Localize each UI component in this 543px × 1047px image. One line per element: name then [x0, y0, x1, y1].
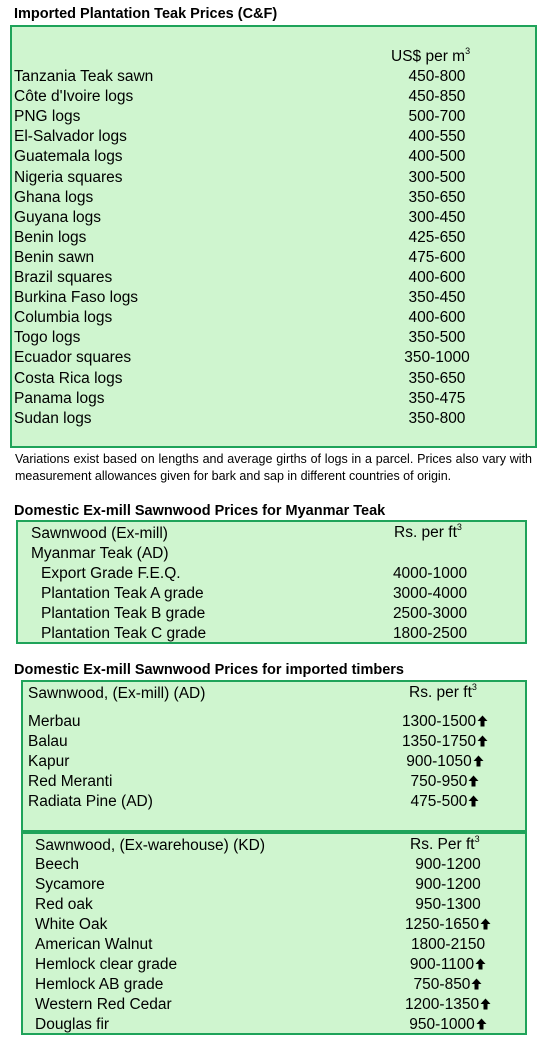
item-price: 900-1050: [385, 752, 505, 772]
item-price: 475-500: [385, 792, 505, 812]
item-name: Plantation Teak C grade: [41, 625, 207, 642]
box2-header-label: Sawnwood, (Ex-warehouse) (KD): [35, 837, 266, 854]
up-arrow-icon: [480, 996, 491, 1008]
box1-unit-header: Rs. per $ft^3$: [409, 682, 477, 701]
item-price: 2500-3000: [392, 605, 468, 622]
item-price: 950-1300: [415, 896, 481, 913]
item-name: Togo logs: [14, 329, 81, 347]
price-row: [12, 328, 535, 348]
up-arrow-icon: [477, 733, 488, 745]
item-price: 350-1000: [404, 349, 470, 367]
item-price: 900-1200: [415, 856, 481, 873]
item-price: 1200-1350: [388, 995, 508, 1015]
price-row: [18, 604, 525, 624]
price-row: [12, 248, 535, 268]
price-row: [18, 624, 525, 644]
section2-subheader: Myanmar Teak (AD): [31, 545, 169, 562]
price-row: [23, 792, 525, 812]
item-name: Costa Rica logs: [14, 369, 123, 387]
price-row: [23, 752, 525, 772]
price-row: [12, 67, 535, 87]
item-price: 3000-4000: [392, 585, 468, 602]
item-name: Sudan logs: [14, 409, 92, 427]
item-name: Brazil squares: [14, 269, 113, 286]
item-name: Benin logs: [14, 228, 87, 246]
item-name: Plantation Teak B grade: [41, 605, 206, 622]
item-price: 350-500: [408, 329, 466, 347]
item-price: 350-450: [408, 289, 466, 307]
item-name: Red Meranti: [28, 773, 113, 790]
price-row: [23, 935, 525, 955]
item-price: 400-600: [408, 309, 466, 327]
item-price: 1300-1500: [385, 712, 505, 732]
up-arrow-icon: [471, 976, 482, 988]
item-price: 400-500: [408, 148, 466, 166]
item-price: 500-700: [408, 108, 466, 126]
item-price: 4000-1000: [392, 565, 468, 582]
item-price: 350-475: [408, 389, 466, 407]
price-row: [23, 855, 525, 875]
item-price: 350-650: [408, 188, 466, 206]
section1-title: Imported Plantation Teak Prices (C&F): [14, 6, 278, 22]
item-name: Guyana logs: [14, 208, 102, 226]
item-price: 1800-2500: [392, 625, 468, 642]
item-name: Tanzania Teak sawn: [14, 68, 154, 85]
price-row: [23, 995, 525, 1015]
item-price: 350-650: [408, 369, 466, 387]
item-name: Columbia logs: [14, 309, 113, 327]
price-row: [12, 107, 535, 127]
item-price: 400-600: [408, 269, 466, 286]
item-price: 475-600: [408, 248, 466, 266]
item-price: 300-450: [408, 208, 466, 226]
item-price: 750-950: [385, 772, 505, 792]
item-name: American Walnut: [35, 936, 153, 953]
item-price: 450-800: [408, 68, 466, 85]
section2-unit-header: Rs. per $ft^3$: [394, 522, 462, 541]
item-price: 900-1200: [415, 876, 481, 893]
item-price: 950-1000: [388, 1015, 508, 1035]
price-row: [18, 564, 525, 584]
price-row: [12, 188, 535, 208]
item-name: Balau: [28, 733, 68, 750]
section1-note: Variations exist based on lengths and average girths of logs in a parcel. Prices also vary with measurement allowances given for bark and sap in different countries of origin.: [15, 452, 532, 483]
item-price: 750-850: [388, 975, 508, 995]
item-name: Ecuador squares: [14, 349, 132, 367]
item-name: Guatemala logs: [14, 148, 123, 166]
item-name: Douglas fir: [35, 1016, 110, 1033]
item-price: 1800-2150: [410, 936, 486, 953]
price-row: [18, 584, 525, 604]
item-name: Nigeria squares: [14, 168, 123, 186]
price-row: [12, 369, 535, 389]
price-row: [23, 895, 525, 915]
up-arrow-icon: [476, 1016, 487, 1028]
item-name: Export Grade F.E.Q.: [41, 565, 181, 582]
price-row: [12, 208, 535, 228]
item-name: Burkina Faso logs: [14, 289, 139, 307]
price-row: [12, 127, 535, 147]
item-price: 350-800: [408, 409, 466, 427]
item-name: White Oak: [35, 916, 108, 933]
exmill-imported-box: [21, 680, 527, 832]
item-price: 300-500: [408, 168, 466, 186]
price-row: [23, 712, 525, 732]
up-arrow-icon: [473, 753, 484, 765]
item-name: Panama logs: [14, 389, 105, 407]
item-name: Red oak: [35, 896, 93, 913]
item-name: Ghana logs: [14, 188, 94, 206]
teak-prices-box: [10, 25, 537, 448]
up-arrow-icon: [477, 713, 488, 725]
item-name: El-Salvador logs: [14, 128, 127, 146]
price-row: [23, 915, 525, 935]
price-row: [12, 308, 535, 328]
price-row: [23, 772, 525, 792]
price-row: [12, 288, 535, 308]
item-price: 425-650: [408, 228, 466, 246]
item-name: Sycamore: [35, 876, 105, 893]
price-row: [23, 1015, 525, 1035]
myanmar-teak-box: [16, 520, 527, 644]
price-row: [12, 228, 535, 248]
exwarehouse-box: [21, 832, 527, 1035]
price-row: [12, 268, 535, 288]
item-name: Beech: [35, 856, 79, 873]
item-price: 900-1100: [388, 955, 508, 975]
up-arrow-icon: [475, 956, 486, 968]
item-name: PNG logs: [14, 108, 81, 126]
item-price: 400-550: [408, 128, 466, 146]
price-row: [23, 875, 525, 895]
price-row: [23, 955, 525, 975]
up-arrow-icon: [468, 793, 479, 805]
price-row: [23, 975, 525, 995]
item-name: Hemlock AB grade: [35, 976, 164, 993]
item-name: Hemlock clear grade: [35, 956, 178, 973]
price-row: [12, 389, 535, 409]
item-name: Plantation Teak A grade: [41, 585, 204, 602]
price-row: [12, 147, 535, 167]
up-arrow-icon: [480, 916, 491, 928]
section3-title: Domestic Ex-mill Sawnwood Prices for imported timbers: [14, 662, 404, 678]
section1-unit-header: US$ per $m^3$: [391, 46, 471, 65]
item-name: Côte d'Ivoire logs: [14, 88, 134, 106]
item-price: 1250-1650: [388, 915, 508, 935]
item-name: Benin sawn: [14, 248, 95, 266]
item-price: 1350-1750: [385, 732, 505, 752]
price-row: [12, 348, 535, 368]
section2-header-label: Sawnwood (Ex-mill): [31, 525, 168, 542]
item-name: Radiata Pine (AD): [28, 793, 153, 810]
price-row: [12, 168, 535, 188]
box2-unit-header: Rs. Per $ft^3$: [410, 834, 480, 853]
item-price: 450-850: [408, 88, 466, 106]
up-arrow-icon: [468, 773, 479, 785]
price-row: [23, 732, 525, 752]
item-name: Western Red Cedar: [35, 996, 172, 1013]
price-row: [12, 409, 535, 429]
item-name: Kapur: [28, 753, 70, 770]
item-name: Merbau: [28, 713, 81, 730]
price-row: [12, 87, 535, 107]
section2-title: Domestic Ex-mill Sawnwood Prices for Myanmar Teak: [14, 503, 386, 519]
box1-header-label: Sawnwood, (Ex-mill) (AD): [28, 685, 206, 702]
